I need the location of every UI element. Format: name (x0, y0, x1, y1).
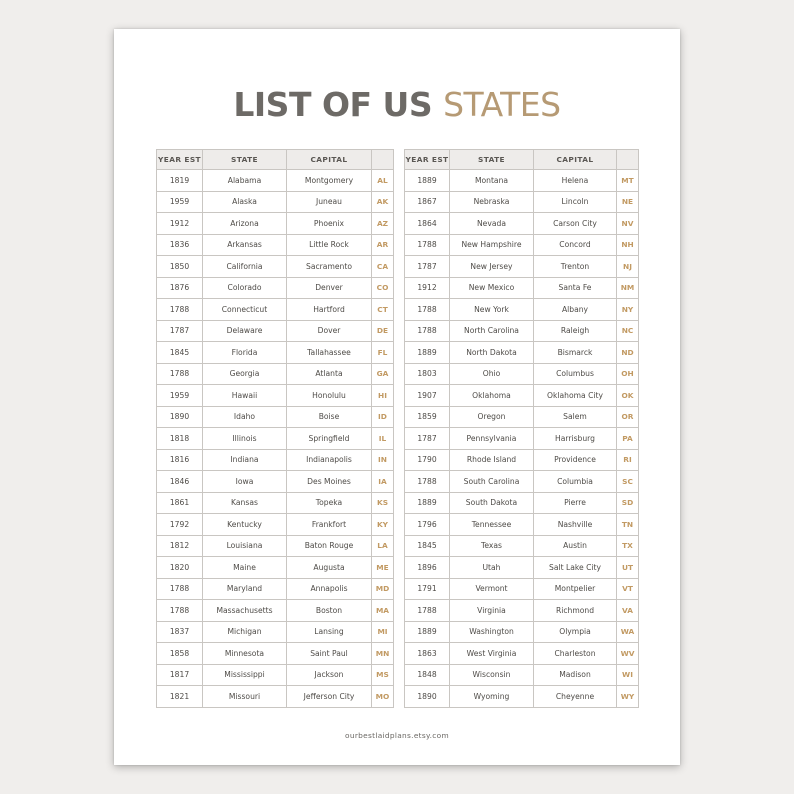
abbreviation-cell: MD (372, 578, 394, 600)
year-cell: 1787 (405, 428, 450, 450)
state-cell: Texas (450, 535, 534, 557)
state-cell: Pennsylvania (450, 428, 534, 450)
capital-cell: Des Moines (287, 471, 372, 493)
abbreviation-cell: MT (617, 170, 639, 192)
table-row (157, 686, 394, 708)
year-cell: 1858 (157, 643, 203, 665)
table-row (405, 428, 639, 450)
table-row (157, 277, 394, 299)
abbreviation-cell: CT (372, 299, 394, 321)
table-row (405, 170, 639, 192)
capital-cell: Charleston (534, 643, 617, 665)
state-cell: New Jersey (450, 256, 534, 278)
abbreviation-cell: VT (617, 578, 639, 600)
capital-cell: Saint Paul (287, 643, 372, 665)
table-row (157, 643, 394, 665)
year-cell: 1788 (405, 234, 450, 256)
year-cell: 1788 (405, 600, 450, 622)
abbreviation-cell: NH (617, 234, 639, 256)
header-abbreviation (372, 150, 394, 170)
year-cell: 1846 (157, 471, 203, 493)
state-cell: Nevada (450, 213, 534, 235)
year-cell: 1845 (405, 535, 450, 557)
state-cell: Maine (203, 557, 287, 579)
abbreviation-cell: TN (617, 514, 639, 536)
capital-cell: Boise (287, 406, 372, 428)
state-cell: Washington (450, 621, 534, 643)
capital-cell: Salem (534, 406, 617, 428)
state-cell: Maryland (203, 578, 287, 600)
year-cell: 1788 (405, 471, 450, 493)
year-cell: 1803 (405, 363, 450, 385)
capital-cell: Salt Lake City (534, 557, 617, 579)
capital-cell: Bismarck (534, 342, 617, 364)
year-cell: 1820 (157, 557, 203, 579)
year-cell: 1818 (157, 428, 203, 450)
year-cell: 1907 (405, 385, 450, 407)
table-row (157, 471, 394, 493)
table-row (157, 299, 394, 321)
capital-cell: Harrisburg (534, 428, 617, 450)
state-cell: Minnesota (203, 643, 287, 665)
capital-cell: Pierre (534, 492, 617, 514)
table-row (405, 471, 639, 493)
state-cell: New York (450, 299, 534, 321)
year-cell: 1788 (405, 299, 450, 321)
table-row (405, 600, 639, 622)
abbreviation-cell: IN (372, 449, 394, 471)
table-row (405, 406, 639, 428)
table-row (157, 385, 394, 407)
year-cell: 1890 (157, 406, 203, 428)
state-cell: Alaska (203, 191, 287, 213)
state-cell: Alabama (203, 170, 287, 192)
capital-cell: Richmond (534, 600, 617, 622)
abbreviation-cell: UT (617, 557, 639, 579)
year-cell: 1890 (405, 686, 450, 708)
states-table-left (156, 149, 394, 708)
capital-cell: Topeka (287, 492, 372, 514)
table-row (405, 363, 639, 385)
abbreviation-cell: ID (372, 406, 394, 428)
year-cell: 1861 (157, 492, 203, 514)
year-cell: 1788 (157, 299, 203, 321)
table-row (405, 385, 639, 407)
capital-cell: Trenton (534, 256, 617, 278)
abbreviation-cell: MI (372, 621, 394, 643)
title-part-accent: STATES (443, 85, 561, 124)
table-row (157, 514, 394, 536)
state-cell: New Hampshire (450, 234, 534, 256)
table-header-row (157, 150, 394, 170)
capital-cell: Atlanta (287, 363, 372, 385)
year-cell: 1819 (157, 170, 203, 192)
year-cell: 1959 (157, 385, 203, 407)
abbreviation-cell: NJ (617, 256, 639, 278)
table-row (405, 342, 639, 364)
capital-cell: Concord (534, 234, 617, 256)
state-cell: Mississippi (203, 664, 287, 686)
year-cell: 1816 (157, 449, 203, 471)
table-row (405, 621, 639, 643)
capital-cell: Indianapolis (287, 449, 372, 471)
abbreviation-cell: OR (617, 406, 639, 428)
state-cell: Connecticut (203, 299, 287, 321)
state-cell: Nebraska (450, 191, 534, 213)
capital-cell: Cheyenne (534, 686, 617, 708)
table-row (405, 643, 639, 665)
abbreviation-cell: RI (617, 449, 639, 471)
year-cell: 1787 (157, 320, 203, 342)
state-cell: Ohio (450, 363, 534, 385)
header-year: YEAR EST (157, 150, 203, 170)
capital-cell: Providence (534, 449, 617, 471)
year-cell: 1848 (405, 664, 450, 686)
table-row (157, 406, 394, 428)
capital-cell: Springfield (287, 428, 372, 450)
table-row (157, 535, 394, 557)
year-cell: 1788 (157, 600, 203, 622)
abbreviation-cell: CO (372, 277, 394, 299)
state-cell: Indiana (203, 449, 287, 471)
abbreviation-cell: OK (617, 385, 639, 407)
state-cell: Massachusetts (203, 600, 287, 622)
state-cell: Iowa (203, 471, 287, 493)
state-cell: Oregon (450, 406, 534, 428)
capital-cell: Little Rock (287, 234, 372, 256)
right-table-body (405, 170, 639, 708)
year-cell: 1787 (405, 256, 450, 278)
year-cell: 1896 (405, 557, 450, 579)
abbreviation-cell: WV (617, 643, 639, 665)
table-row (157, 170, 394, 192)
capital-cell: Baton Rouge (287, 535, 372, 557)
table-row (405, 449, 639, 471)
abbreviation-cell: FL (372, 342, 394, 364)
state-cell: Wyoming (450, 686, 534, 708)
abbreviation-cell: VA (617, 600, 639, 622)
abbreviation-cell: AZ (372, 213, 394, 235)
capital-cell: Honolulu (287, 385, 372, 407)
state-cell: West Virginia (450, 643, 534, 665)
capital-cell: Sacramento (287, 256, 372, 278)
year-cell: 1912 (157, 213, 203, 235)
header-capital: CAPITAL (534, 150, 617, 170)
capital-cell: Phoenix (287, 213, 372, 235)
year-cell: 1867 (405, 191, 450, 213)
year-cell: 1876 (157, 277, 203, 299)
table-row (405, 578, 639, 600)
capital-cell: Columbus (534, 363, 617, 385)
abbreviation-cell: MS (372, 664, 394, 686)
abbreviation-cell: CA (372, 256, 394, 278)
header-capital: CAPITAL (287, 150, 372, 170)
abbreviation-cell: KS (372, 492, 394, 514)
abbreviation-cell: NV (617, 213, 639, 235)
year-cell: 1889 (405, 492, 450, 514)
capital-cell: Raleigh (534, 320, 617, 342)
capital-cell: Madison (534, 664, 617, 686)
state-cell: Hawaii (203, 385, 287, 407)
header-year: YEAR EST (405, 150, 450, 170)
state-cell: Tennessee (450, 514, 534, 536)
capital-cell: Hartford (287, 299, 372, 321)
year-cell: 1812 (157, 535, 203, 557)
year-cell: 1796 (405, 514, 450, 536)
year-cell: 1817 (157, 664, 203, 686)
state-cell: Wisconsin (450, 664, 534, 686)
state-cell: South Dakota (450, 492, 534, 514)
state-cell: Vermont (450, 578, 534, 600)
capital-cell: Augusta (287, 557, 372, 579)
abbreviation-cell: ND (617, 342, 639, 364)
abbreviation-cell: HI (372, 385, 394, 407)
table-row (405, 299, 639, 321)
abbreviation-cell: AR (372, 234, 394, 256)
capital-cell: Lincoln (534, 191, 617, 213)
year-cell: 1889 (405, 170, 450, 192)
state-cell: New Mexico (450, 277, 534, 299)
abbreviation-cell: MA (372, 600, 394, 622)
state-cell: Arkansas (203, 234, 287, 256)
state-cell: Utah (450, 557, 534, 579)
table-row (405, 234, 639, 256)
table-row (405, 277, 639, 299)
table-row (405, 557, 639, 579)
abbreviation-cell: LA (372, 535, 394, 557)
table-row (405, 686, 639, 708)
capital-cell: Nashville (534, 514, 617, 536)
abbreviation-cell: NY (617, 299, 639, 321)
abbreviation-cell: IA (372, 471, 394, 493)
capital-cell: Montgomery (287, 170, 372, 192)
state-cell: Kentucky (203, 514, 287, 536)
capital-cell: Denver (287, 277, 372, 299)
state-cell: Missouri (203, 686, 287, 708)
state-cell: Delaware (203, 320, 287, 342)
capital-cell: Montpelier (534, 578, 617, 600)
capital-cell: Columbia (534, 471, 617, 493)
state-cell: California (203, 256, 287, 278)
year-cell: 1788 (405, 320, 450, 342)
capital-cell: Tallahassee (287, 342, 372, 364)
abbreviation-cell: GA (372, 363, 394, 385)
table-row (405, 514, 639, 536)
table-row (157, 492, 394, 514)
left-table-body (157, 170, 394, 708)
abbreviation-cell: WA (617, 621, 639, 643)
abbreviation-cell: NC (617, 320, 639, 342)
state-cell: Idaho (203, 406, 287, 428)
table-row (157, 256, 394, 278)
abbreviation-cell: PA (617, 428, 639, 450)
year-cell: 1889 (405, 342, 450, 364)
footer-url: ourbestlaidplans.etsy.com (345, 731, 449, 740)
year-cell: 1821 (157, 686, 203, 708)
capital-cell: Olympia (534, 621, 617, 643)
state-cell: Rhode Island (450, 449, 534, 471)
abbreviation-cell: IL (372, 428, 394, 450)
state-cell: Louisiana (203, 535, 287, 557)
state-cell: Virginia (450, 600, 534, 622)
table-row (157, 191, 394, 213)
year-cell: 1836 (157, 234, 203, 256)
capital-cell: Albany (534, 299, 617, 321)
state-cell: Illinois (203, 428, 287, 450)
year-cell: 1959 (157, 191, 203, 213)
year-cell: 1863 (405, 643, 450, 665)
state-cell: Colorado (203, 277, 287, 299)
capital-cell: Annapolis (287, 578, 372, 600)
abbreviation-cell: TX (617, 535, 639, 557)
capital-cell: Frankfort (287, 514, 372, 536)
capital-cell: Helena (534, 170, 617, 192)
table-row (157, 600, 394, 622)
abbreviation-cell: OH (617, 363, 639, 385)
header-state: STATE (203, 150, 287, 170)
table-row (157, 320, 394, 342)
state-cell: South Carolina (450, 471, 534, 493)
states-table-right (404, 149, 639, 708)
abbreviation-cell: WI (617, 664, 639, 686)
state-cell: Georgia (203, 363, 287, 385)
table-row (157, 578, 394, 600)
state-cell: Oklahoma (450, 385, 534, 407)
table-row (405, 256, 639, 278)
table-row (157, 664, 394, 686)
state-cell: Arizona (203, 213, 287, 235)
table-row (405, 492, 639, 514)
table-row (405, 191, 639, 213)
year-cell: 1792 (157, 514, 203, 536)
abbreviation-cell: SD (617, 492, 639, 514)
capital-cell: Jackson (287, 664, 372, 686)
capital-cell: Juneau (287, 191, 372, 213)
year-cell: 1889 (405, 621, 450, 643)
abbreviation-cell: DE (372, 320, 394, 342)
state-cell: Michigan (203, 621, 287, 643)
year-cell: 1791 (405, 578, 450, 600)
abbreviation-cell: NM (617, 277, 639, 299)
abbreviation-cell: MN (372, 643, 394, 665)
abbreviation-cell: AK (372, 191, 394, 213)
header-state: STATE (450, 150, 534, 170)
table-row (157, 621, 394, 643)
table-row (157, 557, 394, 579)
capital-cell: Jefferson City (287, 686, 372, 708)
state-cell: North Dakota (450, 342, 534, 364)
table-row (157, 342, 394, 364)
year-cell: 1788 (157, 578, 203, 600)
capital-cell: Carson City (534, 213, 617, 235)
state-cell: North Carolina (450, 320, 534, 342)
abbreviation-cell: AL (372, 170, 394, 192)
table-row (405, 535, 639, 557)
year-cell: 1788 (157, 363, 203, 385)
table-row (157, 213, 394, 235)
table-row (157, 363, 394, 385)
title-part-dark: LIST OF US (233, 85, 444, 124)
abbreviation-cell: KY (372, 514, 394, 536)
state-cell: Montana (450, 170, 534, 192)
capital-cell: Santa Fe (534, 277, 617, 299)
year-cell: 1864 (405, 213, 450, 235)
capital-cell: Oklahoma City (534, 385, 617, 407)
capital-cell: Boston (287, 600, 372, 622)
table-row (405, 213, 639, 235)
abbreviation-cell: MO (372, 686, 394, 708)
capital-cell: Lansing (287, 621, 372, 643)
capital-cell: Dover (287, 320, 372, 342)
table-row (405, 664, 639, 686)
header-abbreviation (617, 150, 639, 170)
year-cell: 1912 (405, 277, 450, 299)
table-row (405, 320, 639, 342)
year-cell: 1850 (157, 256, 203, 278)
year-cell: 1845 (157, 342, 203, 364)
table-header-row (405, 150, 639, 170)
abbreviation-cell: ME (372, 557, 394, 579)
year-cell: 1790 (405, 449, 450, 471)
table-row (157, 449, 394, 471)
table-row (157, 428, 394, 450)
state-cell: Kansas (203, 492, 287, 514)
abbreviation-cell: SC (617, 471, 639, 493)
state-cell: Florida (203, 342, 287, 364)
abbreviation-cell: NE (617, 191, 639, 213)
year-cell: 1859 (405, 406, 450, 428)
page-title (114, 85, 680, 125)
table-row (157, 234, 394, 256)
capital-cell: Austin (534, 535, 617, 557)
abbreviation-cell: WY (617, 686, 639, 708)
year-cell: 1837 (157, 621, 203, 643)
